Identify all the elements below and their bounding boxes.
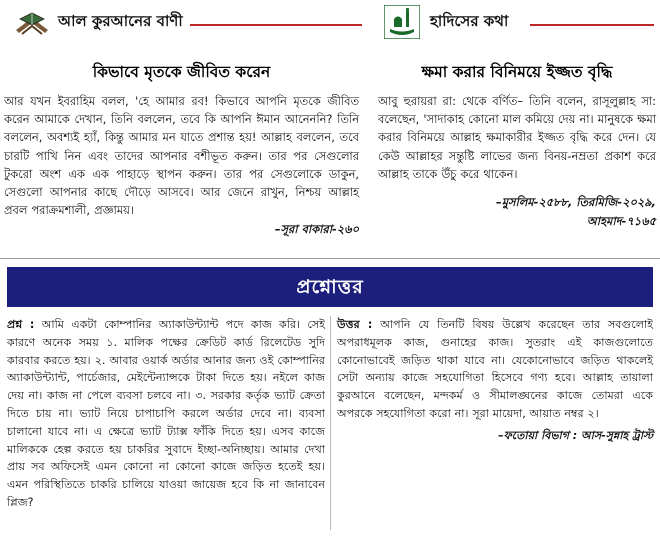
answer-label: উত্তর : (337, 318, 373, 331)
hadith-reference-line2: আহমাদ-৭১৬৫ (586, 214, 656, 229)
qa-answer-column (337, 316, 653, 446)
qa-banner: প্রশ্নোত্তর (7, 267, 653, 307)
quran-heading-rule (190, 24, 362, 26)
hadith-section-header (378, 0, 656, 46)
quran-section (4, 0, 359, 238)
section-divider (0, 258, 660, 259)
hadith-reference-line1: –মুসলিম-২৫৮৮, তিরমিজি-২০২৯, (496, 195, 656, 210)
hadith-article-body: আবু হুরায়রা রা: থেকে বর্ণিত– তিনি বলেন, রাসূলুল্লাহ সা: বলেছেন, 'সাদাকাহ কোনো মাল কমিয়ে দেয় না। মানুষকে ক্ষমা করার বিনিময়ে আল্লাহ ক্ষমাকারীর ইজ্জত বৃদ্ধি করে দেন। যে কেউ আল্লাহর সন্তুষ্টি লাভের জন্য বিনয়-নম্রতা প্রকাশ করে আল্লাহ তাকে উঁচু করে থাকেন। (378, 94, 656, 181)
column-separator (330, 316, 331, 530)
answer-text: আপনি যে তিনটি বিষয় উল্লেখ করেছেন তার সবগুলোই অপরাধমূলক কাজ, গুনাহের কাজ। সুতরাং এই কাজগুলোতে কোনোভাবেই জড়িত থাকা যাবে না। যেকোনোভাবে জড়িত থাকলেই সেটা অন্যায় কাজে সহযোগিতা হিসেবে গণ্য হবে। আল্লাহ তায়ালা কুরআনে বলেছেন, মন্দকর্ম ও সীমালঙ্ঘনের কাজে তোমরা একে অপরকে সহযোগিতা করো না। সূরা মায়েদা, আয়াত নম্বর ২। (337, 318, 653, 420)
quran-on-stand-icon (12, 6, 52, 38)
hadith-section (378, 0, 656, 230)
question-label: প্রশ্ন : (7, 318, 35, 331)
answer-paragraph (337, 316, 653, 423)
quran-article-title: কিভাবে মৃতকে জীবিত করেন (92, 63, 271, 81)
answer-reference: –ফতোয়া বিভাগ : আস-সুন্নাহ ট্রাস্ট (498, 428, 653, 442)
quran-section-header (4, 0, 359, 46)
question-text: আমি একটা কোম্পানির অ্যাকাউন্ট্যান্ট পদে কাজ করি। সেই কারণে অনেক সময় ১. মালিক পক্ষের ক্রেডিট কার্ড রিলেটেড সুদি কারবার করতে হয়। ২. আবার ওয়ার্ক অর্ডার আনার জন্য ওই কোম্পানির অ্যাকাউন্ট্যান্ট, পার্চেজার, মেইন্টেন্যান্সকে টাকা দিতে হয়। নইলে কাজ দেয় না। কাজ না পেলে ব্যবসা চলবে না। ৩. সরকার কর্তৃক ভ্যাট ক্রেতা দিতে চায় না। ভ্যাট নিয়ে চাপাচাপি করলে অর্ডার দেবে না। ব্যবসা চালানো যাবে না। এ ক্ষেত্রে ভ্যাট ট্যাক্স ফাঁকি দিতে হয়। এসব কাজে মালিককে হেল্প করতে হয় চাকরির সুবাদে ইচ্ছা-অনিচ্ছায়। আমার দেখা প্রায় সব অফিসেই এমন কোনো না কোনো কাজে জড়িত হতেই হয়। এমন পরিস্থিতিতে চাকরি চালিয়ে যাওয়া জায়েজ হবে কি না জানাবেন প্লিজ? (7, 318, 325, 509)
quran-article-body: আর যখন ইবরাহিম বলল, 'হে আমার রব! কিভাবে আপনি মৃতকে জীবিত করেন আমাকে দেখান, তিনি বললেন, তবে কি আপনি ঈমান আনেননি? তিনি বললেন, অবশ্যই হ্যাঁ, কিন্তু আমার মন যাতে প্রশান্ত হয়! আল্লাহ বললেন, তবে চারটি পাখি নিন এবং তাদের আপনার বশীভূত করুন। তার পর সেগুলোর টুকরো অংশ এক এক পাহাড়ে স্থাপন করুন। তার পর সেগুলোকে ডাকুন, সেগুলো আপনার কাছে দৌড়ে আসবে। আর জেনে রাখুন, নিশ্চয় আল্লাহ প্রবল পরাক্রমশালী, প্রজ্ঞাময়। (4, 94, 359, 218)
quran-reference: –সূরা বাকারা-২৬০ (274, 222, 359, 237)
quran-section-heading: আল কুরআনের বাণী (58, 12, 183, 30)
mosque-logo-icon (384, 5, 420, 39)
question-paragraph (7, 316, 325, 512)
hadith-article-title: ক্ষমা করার বিনিময়ে ইজ্জত বৃদ্ধি (421, 63, 613, 81)
hadith-heading-rule (530, 24, 654, 26)
qa-question-column (7, 316, 325, 512)
hadith-section-heading: হাদিসের কথা (430, 12, 509, 30)
